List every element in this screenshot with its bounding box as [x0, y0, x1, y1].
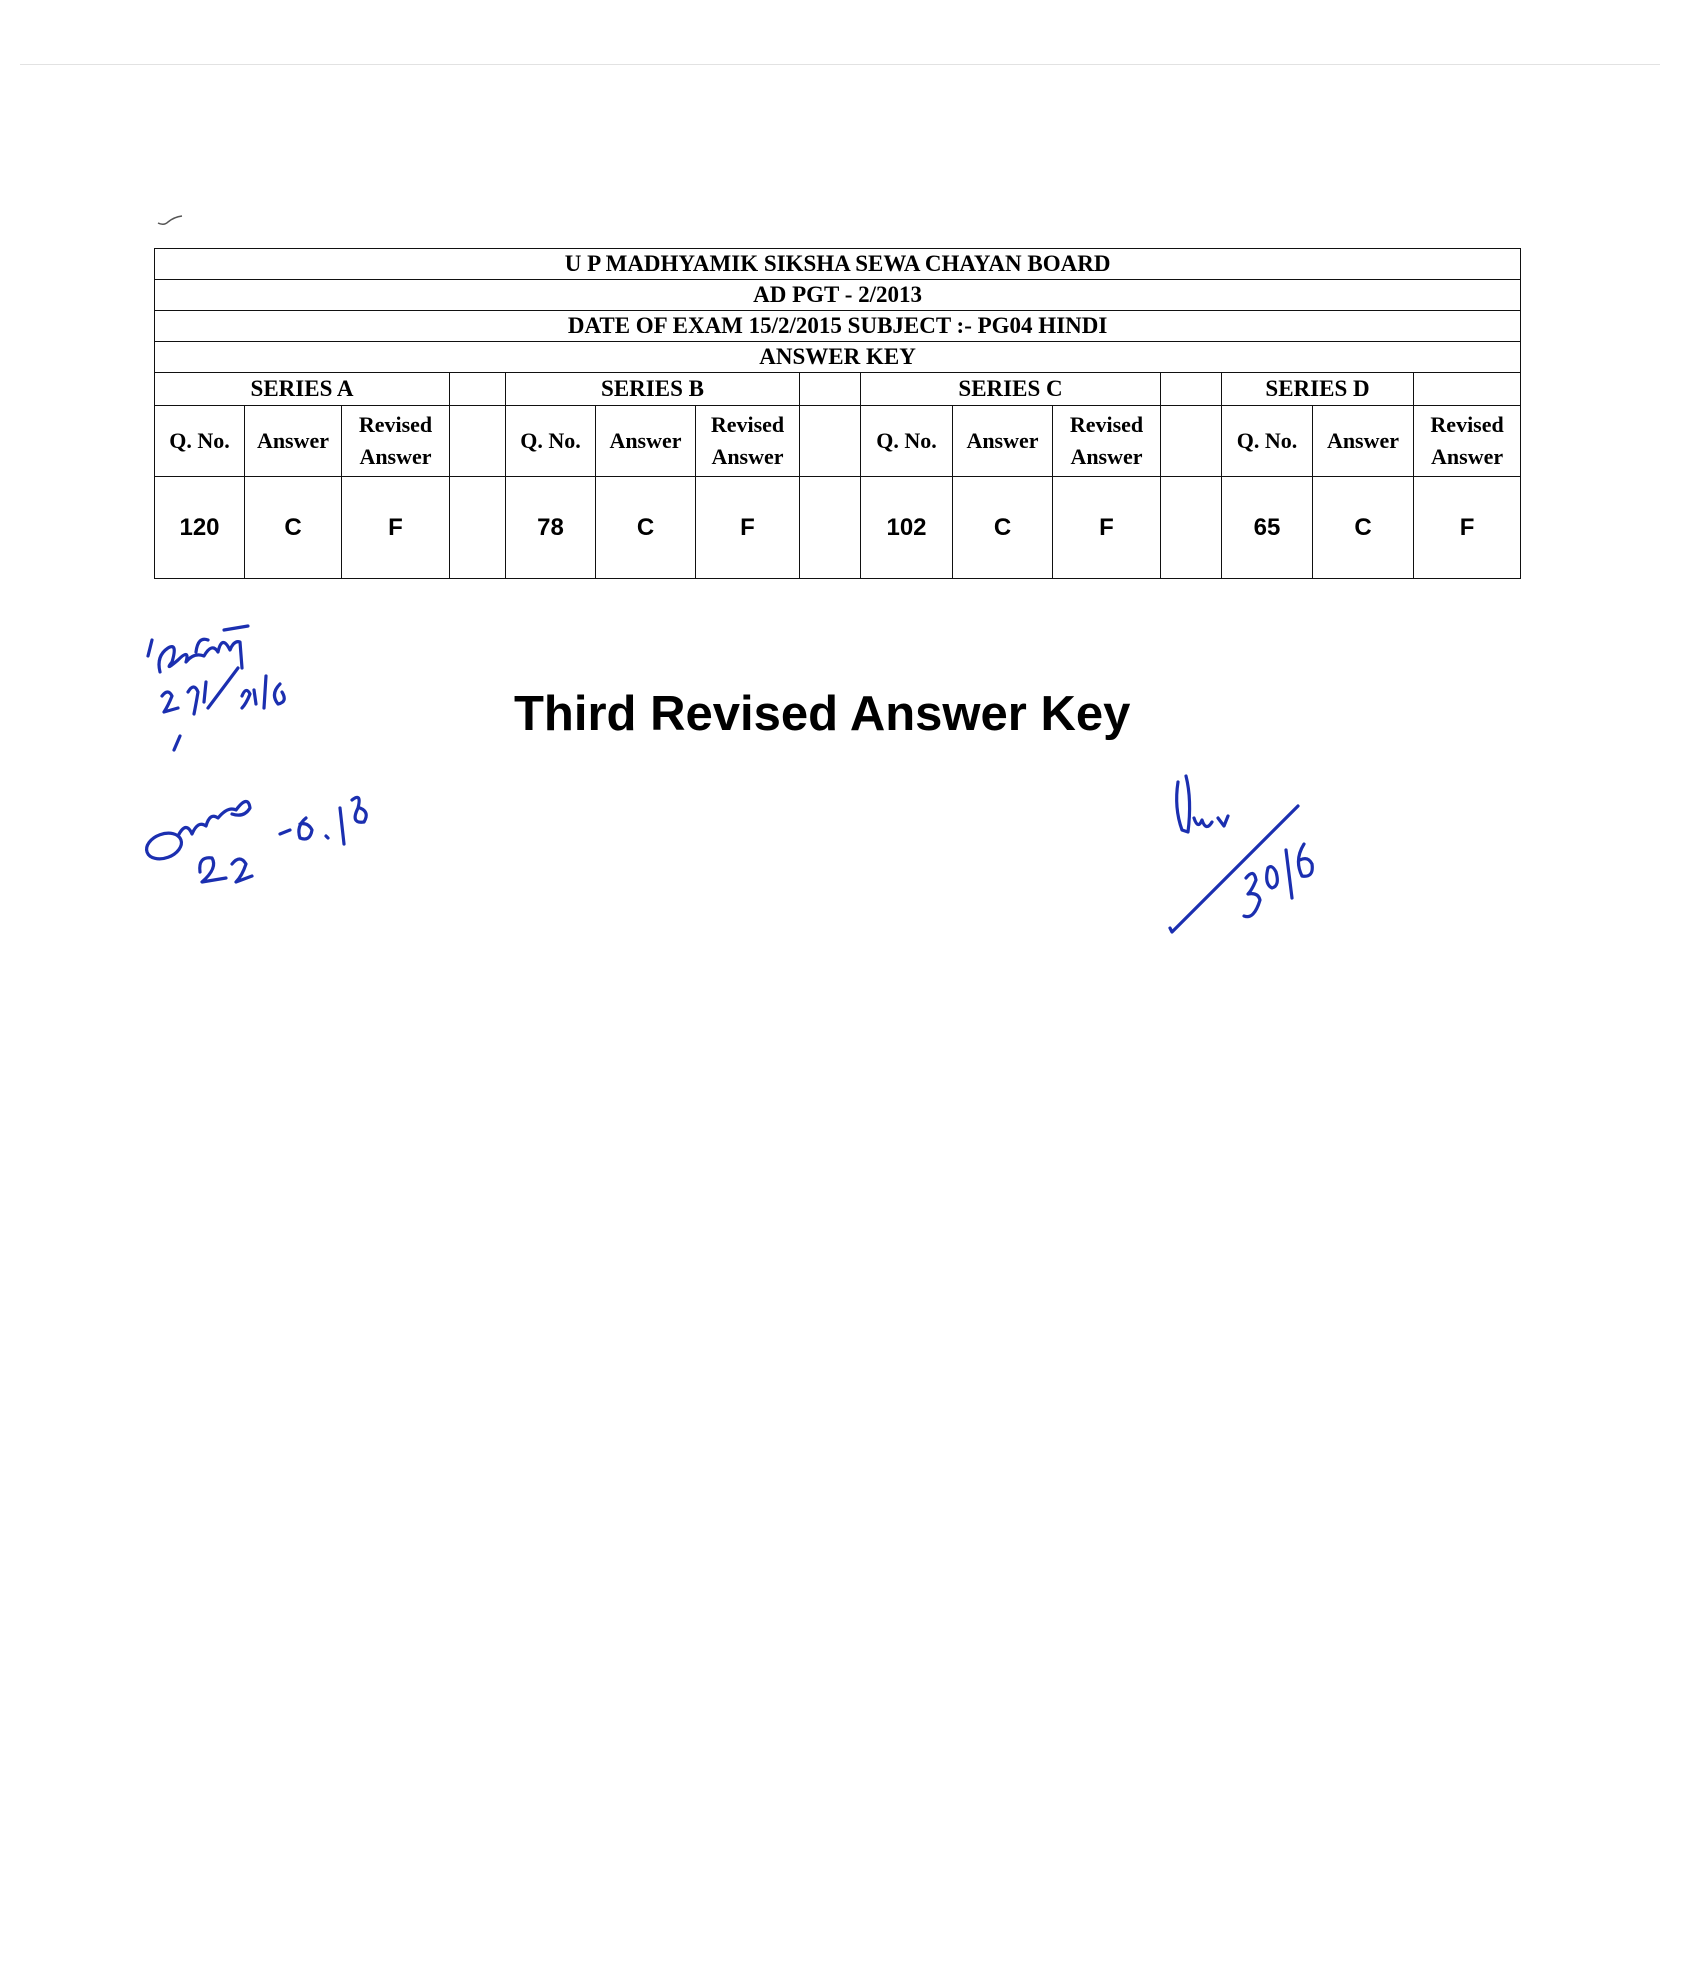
- series-d-qno: 65: [1222, 477, 1313, 579]
- answer-key-table: [154, 248, 1521, 579]
- series-d-revised: F: [1414, 477, 1521, 579]
- document-heading: Third Revised Answer Key: [514, 687, 1131, 741]
- signature-3: [1168, 760, 1338, 950]
- revised-answer-header: Revised Answer: [1414, 406, 1521, 477]
- series-c-label: SERIES C: [861, 373, 1161, 406]
- answer-header: Answer: [596, 406, 696, 477]
- qno-header: Q. No.: [861, 406, 953, 477]
- answer-header: Answer: [953, 406, 1053, 477]
- spacer-cell: [800, 477, 861, 579]
- series-a-revised: F: [342, 477, 450, 579]
- answer-header: Answer: [1313, 406, 1414, 477]
- answer-header: Answer: [245, 406, 342, 477]
- series-b-qno: 78: [506, 477, 596, 579]
- series-c-revised: F: [1053, 477, 1161, 579]
- spacer-cell: [1414, 373, 1521, 406]
- series-a-answer: C: [245, 477, 342, 579]
- revised-answer-header: Revised Answer: [696, 406, 800, 477]
- qno-header: Q. No.: [506, 406, 596, 477]
- spacer-cell: [1161, 406, 1222, 477]
- board-name: U P MADHYAMIK SIKSHA SEWA CHAYAN BOARD: [155, 249, 1521, 280]
- spacer-cell: [800, 373, 861, 406]
- series-d-label: SERIES D: [1222, 373, 1414, 406]
- spacer-cell: [1161, 373, 1222, 406]
- table-row: [155, 477, 1521, 579]
- series-c-answer: C: [953, 477, 1053, 579]
- scan-mark: [156, 214, 186, 228]
- exam-details: DATE OF EXAM 15/2/2015 SUBJECT :- PG04 HINDI: [155, 311, 1521, 342]
- series-b-label: SERIES B: [506, 373, 800, 406]
- signature-1: [138, 612, 308, 762]
- series-a-qno: 120: [155, 477, 245, 579]
- exam-name: AD PGT - 2/2013: [155, 280, 1521, 311]
- series-d-answer: C: [1313, 477, 1414, 579]
- page-top-rule: [20, 64, 1660, 65]
- series-b-revised: F: [696, 477, 800, 579]
- qno-header: Q. No.: [155, 406, 245, 477]
- qno-header: Q. No.: [1222, 406, 1313, 477]
- series-b-answer: C: [596, 477, 696, 579]
- revised-answer-header: Revised Answer: [342, 406, 450, 477]
- spacer-cell: [800, 406, 861, 477]
- revised-answer-header: Revised Answer: [1053, 406, 1161, 477]
- series-c-qno: 102: [861, 477, 953, 579]
- signature-2: [140, 760, 370, 890]
- series-a-label: SERIES A: [155, 373, 450, 406]
- spacer-cell: [1161, 477, 1222, 579]
- spacer-cell: [450, 406, 506, 477]
- answer-key-title: ANSWER KEY: [155, 342, 1521, 373]
- spacer-cell: [450, 373, 506, 406]
- spacer-cell: [450, 477, 506, 579]
